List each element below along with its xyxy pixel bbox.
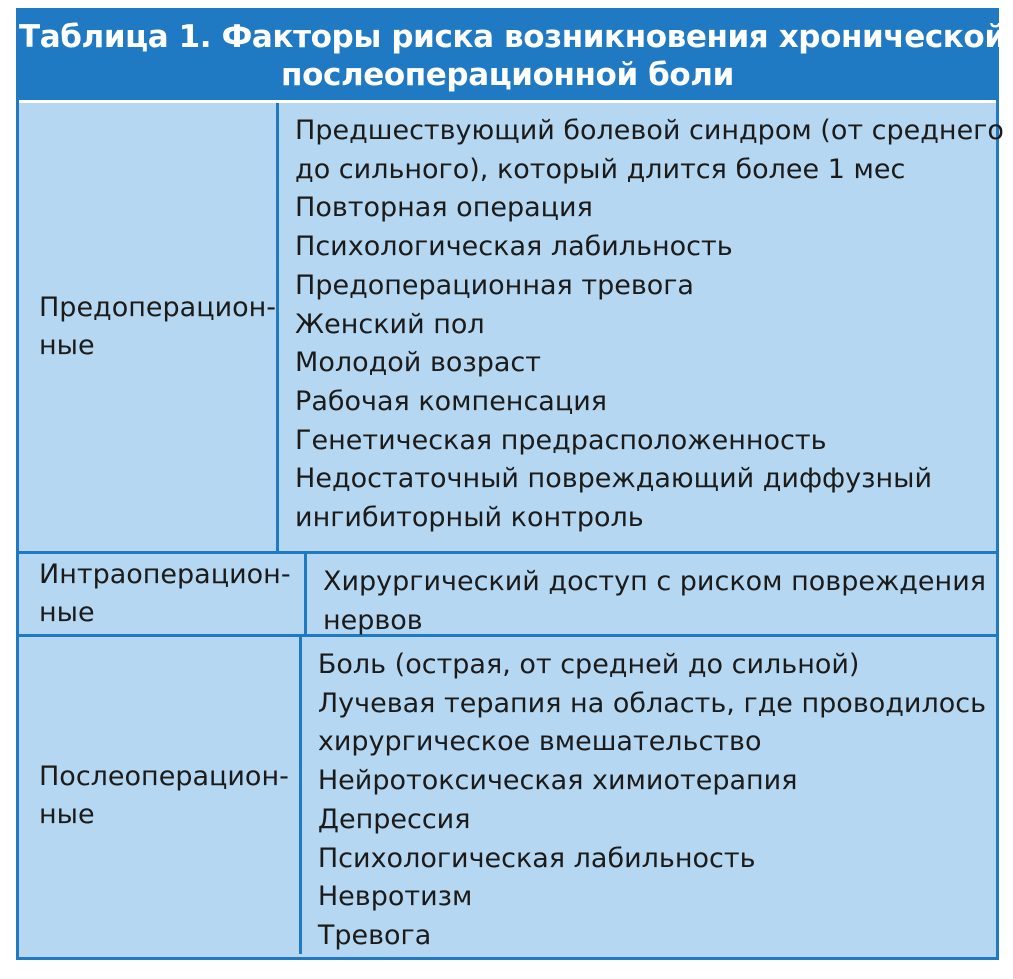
factor-line: Недостаточный повреждающий диффузный <box>295 463 932 495</box>
category-cell <box>19 554 307 634</box>
factor-line: Молодой возраст <box>295 347 541 379</box>
factor-line: хирургическое вмешательство <box>317 726 762 758</box>
factor-line: Рабочая компенсация <box>295 385 608 417</box>
factor-line: Предшествующий болевой синдром (от среднего <box>295 115 1004 146</box>
category-cell <box>19 103 279 551</box>
factor-line: Нейротоксическая химиотерапия <box>317 765 798 797</box>
table-title <box>19 11 1006 103</box>
factors-cell <box>279 103 1013 551</box>
factor-line: Тревога <box>317 919 432 951</box>
factor-line: Лучевая терапия на область, где проводилось <box>317 687 986 719</box>
table-row-intraoperative <box>19 551 996 634</box>
factor-line: Женский пол <box>295 308 485 340</box>
factor-line: Предоперационная тревога <box>295 269 694 301</box>
category-cell <box>19 637 302 954</box>
factor-line: Депрессия <box>317 803 471 835</box>
factor-line: нервов <box>322 604 423 636</box>
category-label: ные <box>39 330 95 361</box>
category-label: Послеоперацион- <box>39 760 289 792</box>
category-label: ные <box>39 597 95 628</box>
factor-line: Хирургический доступ с риском повреждения <box>322 566 986 597</box>
factor-line: Боль (острая, от средней до сильной) <box>317 649 860 680</box>
table-title-line: послеоперационной боли <box>281 56 734 93</box>
table-row-preoperative <box>19 103 1004 551</box>
factor-line: Повторная операция <box>295 192 593 224</box>
risk-factors-table <box>16 8 1006 960</box>
factor-line: Генетическая предрасположенность <box>295 424 827 456</box>
factor-line: Психологическая лабильность <box>295 231 733 263</box>
factors-cell <box>302 637 996 954</box>
table-row-postoperative <box>19 634 996 954</box>
category-label: Интраоперацион- <box>39 559 291 590</box>
factor-line: Невротизм <box>317 881 473 913</box>
factor-line: Психологическая лабильность <box>317 842 756 874</box>
category-label: Предоперацион- <box>39 292 277 323</box>
factor-line: ингибиторный контроль <box>295 502 644 534</box>
table-title-line: Таблица 1. Факторы риска возникновения хронической <box>19 18 1006 55</box>
factors-cell <box>307 554 996 634</box>
factor-line: до сильного), который длится более 1 мес <box>295 153 906 185</box>
category-label: ные <box>39 798 95 830</box>
